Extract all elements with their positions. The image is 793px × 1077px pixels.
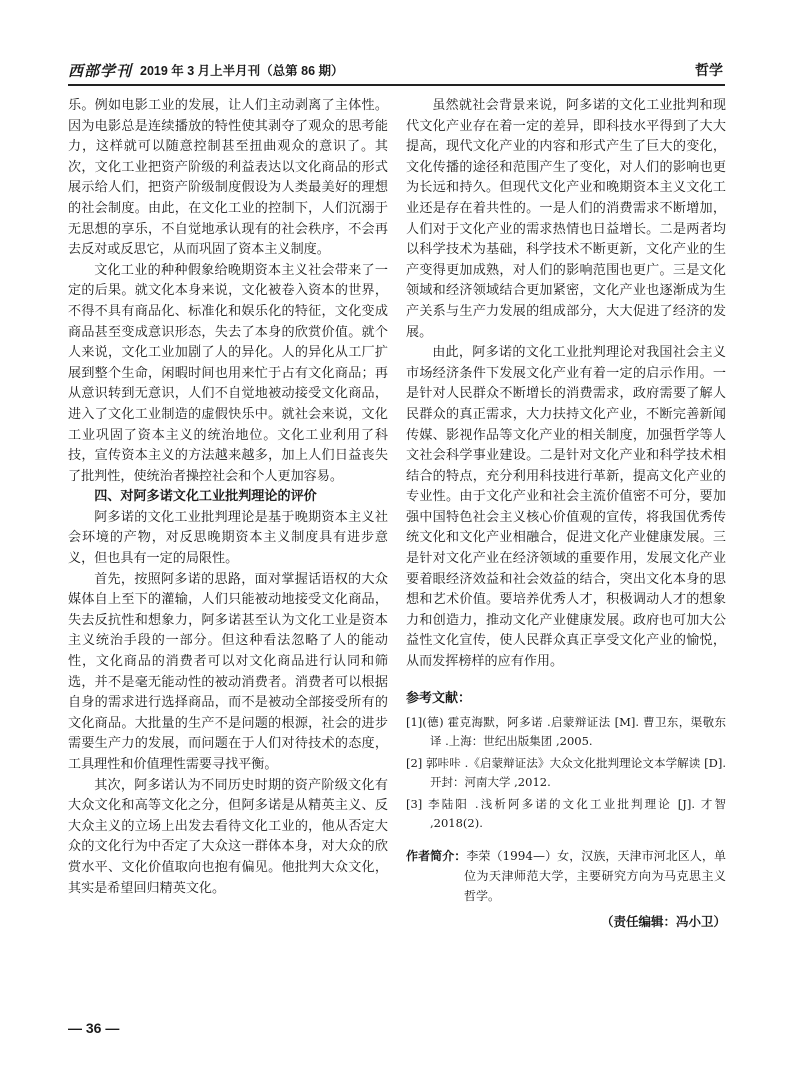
editor-credit: （责任编辑：冯小卫） bbox=[600, 914, 726, 930]
paragraph: 文化工业的种种假象给晚期资本主义社会带来了一定的后果。就文化本身来说，文化被卷入资本的世界，不得不具有商品化、标准化和娱乐化的特征，文化变成商品甚至变成意识形态，失去了本身的欣赏价值。就个人来说，文化工业加剧了人的异化。人的异化从工厂扩展到整个生命，闲暇时间也用来忙于占有文化商品；再从意识转到无意识，人们不自觉地被动接受文化商品，进入了文化工业制造的虚假快乐中。就社会来说，文化工业巩固了资本主义的统治地位。文化工业利用了科技，宣传资本主义的方法越来越多，加上人们日益丧失了批判性，使统治者操控社会和个人更加容易。 bbox=[68, 262, 388, 484]
header-rule bbox=[68, 84, 725, 86]
journal-logo: 西部学刊 bbox=[68, 62, 133, 80]
page-number: — 36 — bbox=[68, 1020, 120, 1036]
reference-item: [2] 郭咔咔 .《启蒙辩证法》大众文化批判理论文本学解读 [D]. 开封：河南大学 ,2012. bbox=[406, 756, 726, 789]
paragraph: 阿多诺的文化工业批判理论是基于晚期资本主义社会环境的产物，对反思晚期资本主义制度具有进步意义，但也具有一定的局限性。 bbox=[68, 509, 388, 567]
reference-item: [1](德) 霍克海默，阿多诺 .启蒙辩证法 [M]. 曹卫东，渠敬东译 .上海：世纪出版集团 ,2005. bbox=[406, 715, 726, 748]
issue-info: 2019 年 3 月上半月刊（总第 86 期） bbox=[140, 64, 344, 78]
left-column bbox=[68, 96, 388, 899]
section-heading: 四、对阿多诺文化工业批判理论的评价 bbox=[94, 489, 317, 505]
paragraph: 首先，按照阿多诺的思路，面对掌握话语权的大众媒体自上至下的灌输，人们只能被动地接受文化商品，失去反抗性和想象力，阿多诺甚至认为文化工业是资本主义统治手段的一部分。但这种看法忽略了人的能动性，文化商品的消费者可以对文化商品进行认同和筛选，并不是毫无能动性的被动消费者。消费者可以根据自身的需求进行选择商品，而不是被动全部接受所有的文化商品。大批量的生产不是问题的根源，社会的进步需要生产力的发展，而问题在于人们对待技术的态度，工具理性和价值理性需要寻找平衡。 bbox=[68, 571, 388, 772]
reference-item: [3] 李陆阳 .浅析阿多诺的文化工业批判理论 [J]. 才智 ,2018(2). bbox=[406, 797, 726, 830]
paragraph: 虽然就社会背景来说，阿多诺的文化工业批判和现代文化产业存在着一定的差异，即科技水平得到了大大提高，现代文化产业的内容和形式产生了巨大的变化，文化传播的途径和范围产生了变化，对人们的影响也更为长远和持久。但现代文化产业和晚期资本主义文化工业还是存在着共性的。一是人们的消费需求不断增加，人们对于文化产业的需求热情也日益增长。二是两者均以科学技术为基础，科学技术不断更新，文化产业的生产变得更加成熟，对人们的影响范围也更广。三是文化领域和经济领域结合更加紧密，文化产业也逐渐成为生产关系与生产力发展的组成部分，大大促进了经济的发展。 bbox=[406, 98, 726, 340]
paragraph: 由此，阿多诺的文化工业批判理论对我国社会主义市场经济条件下发展文化产业有着一定的启示作用。一是针对人民群众不断增长的消费需求，政府需要了解人民群众的真正需求，大力扶持文化产业，不断完善新闻传媒、影视作品等文化产业的相关制度，加强哲学等人文社会科学事业建设。二是针对文化产业和科学技术相结合的特点，充分利用科技进行革新，提高文化产业的专业性。由于文化产业和社会主流价值密不可分，要加强中国特色社会主义核心价值观的宣传，将我国优秀传统文化和文化产业相融合，促进文化产业健康发展。三是针对文化产业在经济领域的重要作用，发展文化产业要着眼经济效益和社会效益的结合，突出文化本身的思想和艺术价值。要培养优秀人才，积极调动人才的想象力和创造力，推动文化产业健康发展。政府也可加大公益性文化宣传，使人民群众真正享受文化产业的愉悦，从而发挥榜样的应有作用。 bbox=[406, 345, 726, 670]
right-column bbox=[406, 96, 726, 933]
paragraph: 其次，阿多诺认为不同历史时期的资产阶级文化有大众文化和高等文化之分，但阿多诺是从精英主义、反大众主义的立场上出发去看待文化工业的，他从否定大众的文化行为中否定了大众这一群体本身，对大众的欣赏水平、文化价值取向也抱有偏见。他批判大众文化，其实是希望回归精英文化。 bbox=[68, 777, 388, 896]
page-header bbox=[68, 58, 725, 82]
section-label: 哲学 bbox=[695, 63, 723, 79]
paragraph: 乐。例如电影工业的发展，让人们主动剥离了主体性。因为电影总是连续播放的特性使其剥夺了观众的思考能力，这样就可以随意控制甚至扭曲观众的意识了。其次，文化工业把资产阶级的利益表达以文化商品的形式展示给人们，把资产阶级制度假设为人类最美好的理想的社会制度。由此，在文化工业的控制下，人们沉溺于无思想的享乐，不自觉地承认现有的社会秩序，不会再去反对或反思它，从而巩固了资本主义制度。 bbox=[68, 98, 388, 258]
author-bio bbox=[406, 846, 726, 906]
author-label: 作者简介： bbox=[406, 849, 467, 864]
author-text: 李荣（1994—）女，汉族，天津市河北区人，单位为天津师范大学，主要研究方向为马克思主义哲学。 bbox=[464, 849, 726, 904]
references-title: 参考文献： bbox=[406, 690, 472, 706]
